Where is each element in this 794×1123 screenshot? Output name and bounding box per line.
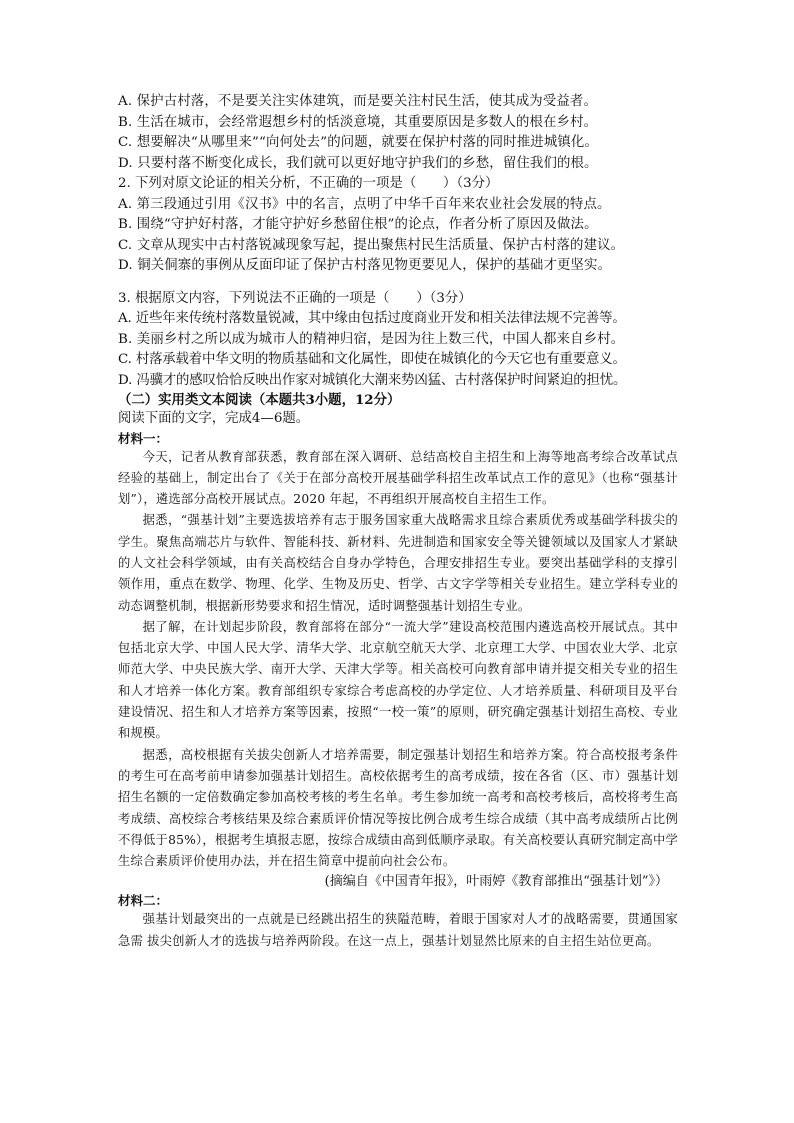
- q2-option-b: B. 围绕“守护好村落，才能守护好乡愁留住根”的论点，作者分析了原因及做法。: [118, 217, 598, 232]
- material-1-label: 材料一：: [118, 430, 169, 446]
- q1-option-d: D. 只要村落不断变化成长，我们就可以更好地守护我们的乡愁，留住我们的根。: [118, 155, 598, 171]
- q3-option-d: D. 冯骥才的感叹恰恰反映出作家对城镇化大潮来势凶猛、古村落保护时间紧迫的担忧。: [118, 372, 627, 388]
- q3-option-a: A. 近些年来传统村落数量锐减，其中缘由包括过度商业开发和相关法律法规不完善等。: [118, 311, 626, 326]
- material-1-paragraph: 据悉，“强基计划”主要选拔培养有志于服务国家重大战略需求且综合素质优秀或基础学科拔尖的学生。聚焦高端芯片与软件、智能科技、新材料、先进制造和国家安全等关键领域以及国家人才紧缺的人文社会科学领域，由有关高校结合自身办学特色，合理安排招生专业。要突出基础学科的支撑引领作用，重点在数学、物理、化学、生物及历史、哲学、古文字学等相关专业招生。建立学科专业的动态调整机制，根据新形势要求和招生情况，适时调整强基计划招生专业。: [118, 513, 678, 613]
- q3-option-b: B. 美丽乡村之所以成为城市人的精神归宿，是因为往上数三代，中国人都来自乡村。: [118, 331, 625, 347]
- q2-stem: 2. 下列对原文论证的相关分析，不正确的一项是（ ）（3分）: [118, 176, 499, 191]
- section-heading: （二）实用类文本阅读（本题共3小题，12分）: [118, 392, 401, 408]
- question-2: [118, 174, 678, 277]
- q2-option-c: C. 文章从现实中古村落锐减现象写起，提出聚焦村民生活质量、保护古村落的建议。: [118, 237, 625, 253]
- exam-page: [118, 92, 678, 952]
- spacer: [118, 277, 678, 289]
- q1-option-a: A. 保护古村落，不是要关注实体建筑，而是要关注村民生活，使其成为受益者。: [118, 94, 598, 109]
- q1-option-b: B. 生活在城市，会经常遐想乡村的恬淡意境，其重要原因是多数人的根在乡村。: [118, 114, 598, 130]
- section-instruction: 阅读下面的文字，完成4—6题。: [118, 411, 310, 426]
- material-1-source: (摘编自《中国青年报》，叶雨婷《教育部推出“强基计划”》）: [324, 874, 668, 890]
- material-2-label: 材料二：: [118, 893, 169, 909]
- section-2: [118, 391, 678, 952]
- q2-option-a: A. 第三段通过引用《汉书》中的名言，点明了中华千百年来农业社会发展的特点。: [118, 196, 611, 212]
- material-1-paragraph: 今天，记者从教育部获悉，教育部在深入调研、总结高校自主招生和上海等地高考综合改革试点经验的基础上，制定出台了《关于在部分高校开展基础学科招生改革试点工作的意见》（也称“强基计划”），遴选部分高校开展试点。2020 年起，不再组织开展高校自主招生工作。: [118, 449, 678, 507]
- material-2-paragraph: 强基计划最突出的一点就是已经跳出招生的狭隘范畴，着眼于国家对人才的战略需要，贯通国家急需 拔尖创新人才的选拔与培养两阶段。在这一点上，强基计划显然比原来的自主招生站位更高。: [118, 912, 678, 948]
- material-1-paragraph: 据了解，在计划起步阶段，教育部将在部分“一流大学”建设高校范围内遴选高校开展试点。其中包括北京大学、中国人民大学、清华大学、北京航空航天大学、北京理工大学、中国农业大学、北京师范大学、中央民族大学、南开大学、天津大学等。相关高校可向教育部申请并提交相关专业的招生和人才培养一体化方案。教育部组织专家综合考虑高校的办学定位、人才培养质量、科研项目及平台建设情况、招生和人才培养方案等因素，按照“一校一策”的原则，研究确定强基计划招生高校、专业和规模。: [118, 619, 678, 741]
- q2-option-d: D. 铜关侗寨的事例从反面印证了保护古村落见物更要见人，保护的基础才更坚实。: [118, 258, 612, 273]
- material-1-paragraph: 据悉，高校根据有关拔尖创新人才培养需要，制定强基计划招生和培养方案。符合高校报考条件的考生可在高考前申请参加强基计划招生。高校依据考生的高考成绩，按在各省（区、市）强基计划招生名额的一定倍数确定参加高校考核的考生名单。考生参加统一高考和高校考核后，高校将考生高考成绩、高校综合考核结果及综合素质评价情况等按比例合成考生综合成绩（其中高考成绩所占比例不得低于85%），根据考生填报志愿，按综合成绩由高到低顺序录取。有关高校要认真研究制定高中学生综合素质评价使用办法，并在招生简章中提前向社会公布。: [118, 747, 678, 869]
- question-3: [118, 289, 678, 392]
- q1-option-c: C. 想要解决“从哪里来”“向何处去”的问题，就要在保护村落的同时推进城镇化。: [118, 135, 599, 150]
- q3-option-c: C. 村落承载着中华文明的物质基础和文化属性，即使在城镇化的今天它也有重要意义。: [118, 352, 626, 367]
- q3-stem: 3. 根据原文内容，下列说法不正确的一项是（ ）（3分）: [118, 290, 472, 306]
- question-1-options: [118, 92, 678, 174]
